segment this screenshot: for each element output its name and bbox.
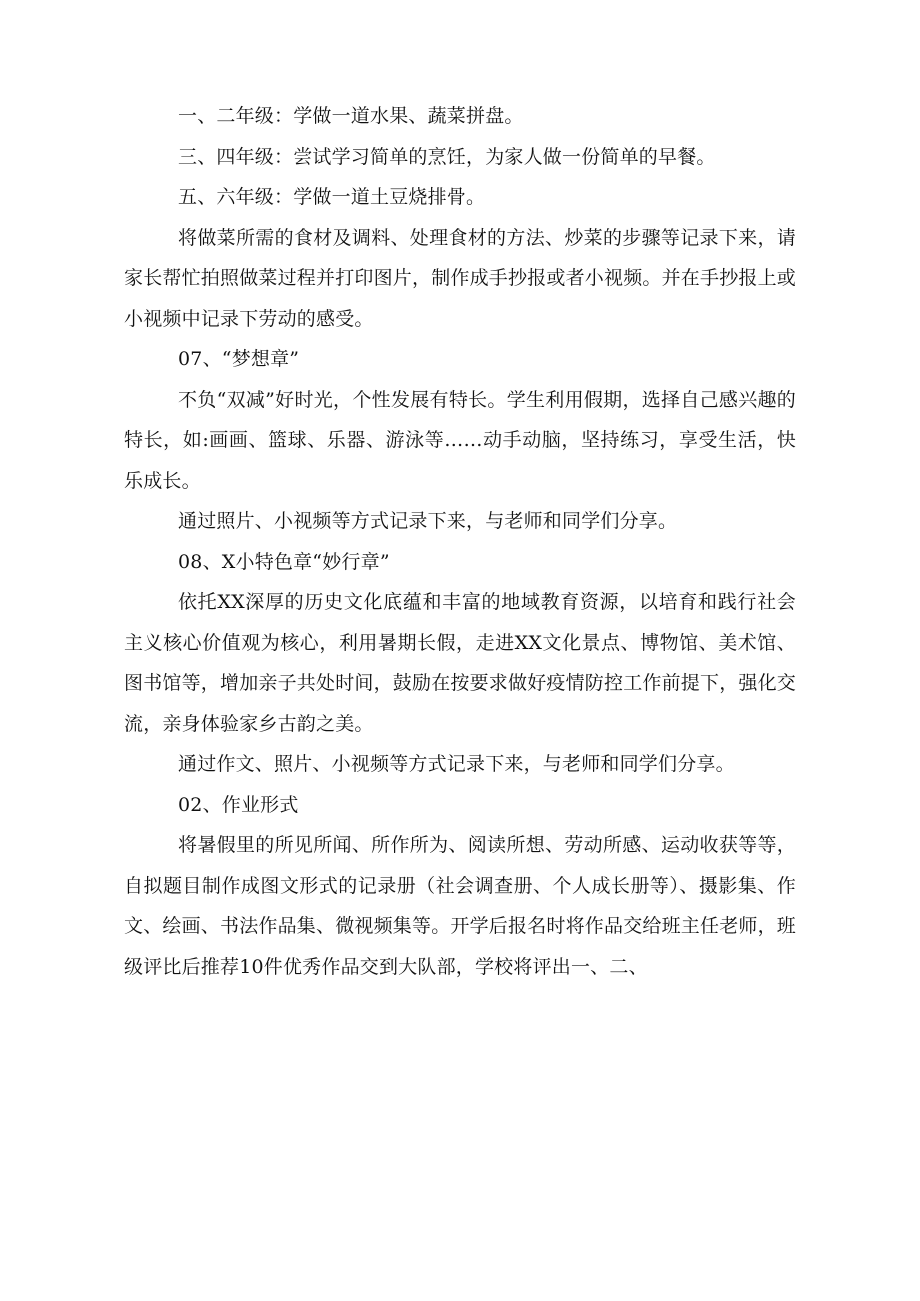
paragraph-grade-5-6: 五、六年级：学做一道土豆烧排骨。: [178, 186, 486, 208]
document-body: [124, 96, 796, 987]
paragraph-cooking-record: 将做菜所需的食材及调料、处理食材的方法、炒菜的步骤等记录下来，请家长帮忙拍照做菜过程并打印图片，制作成手抄报或者小视频。并在手抄报上或小视频中记录下劳动的感受。: [124, 226, 797, 330]
paragraph-dream-badge: 不负“双减”好时光，个性发展有特长。学生利用假期，选择自己感兴趣的特长，如:画画、篮球、乐器、游泳等……动手动脑，坚持练习，享受生活，快乐成长。: [124, 388, 796, 492]
paragraph-miaoxing-share: 通过作文、照片、小视频等方式记录下来，与老师和同学们分享。: [178, 753, 735, 775]
paragraph-dream-share: 通过照片、小视频等方式记录下来，与老师和同学们分享。: [178, 510, 678, 532]
paragraph-grade-3-4: 三、四年级：尝试学习简单的烹饪，为家人做一份简单的早餐。: [178, 145, 716, 168]
heading-dream-badge: 07、“梦想章”: [178, 348, 300, 370]
paragraph-miaoxing-badge: 依托XX深厚的历史文化底蕴和丰富的地域教育资源，以培育和践行社会主义核心价值观为核心，利用暑期长假，走进XX文化景点、博物馆、美术馆、图书馆等，增加亲子共处时间，鼓励在按要求做好疫情防控工作前提下，强化交流，亲身体验家乡古韵之美。: [124, 591, 797, 735]
paragraph-grade-1-2: 一、二年级：学做一道水果、蔬菜拼盘。: [178, 105, 524, 127]
heading-homework-form: 02、作业形式: [178, 793, 299, 816]
heading-miaoxing-badge: 08、X小特色章“妙行章”: [178, 550, 390, 573]
paragraph-homework-form: 将暑假里的所见所闻、所作所为、阅读所想、劳动所感、运动收获等等，自拟题目制作成图文形式的记录册（社会调查册、个人成长册等）、摄影集、作文、绘画、书法作品集、微视频集等。开学后报名时将作品交给班主任老师，班级评比后推荐10件优秀作品交到大队部，学校将评出一、二、: [124, 834, 797, 978]
